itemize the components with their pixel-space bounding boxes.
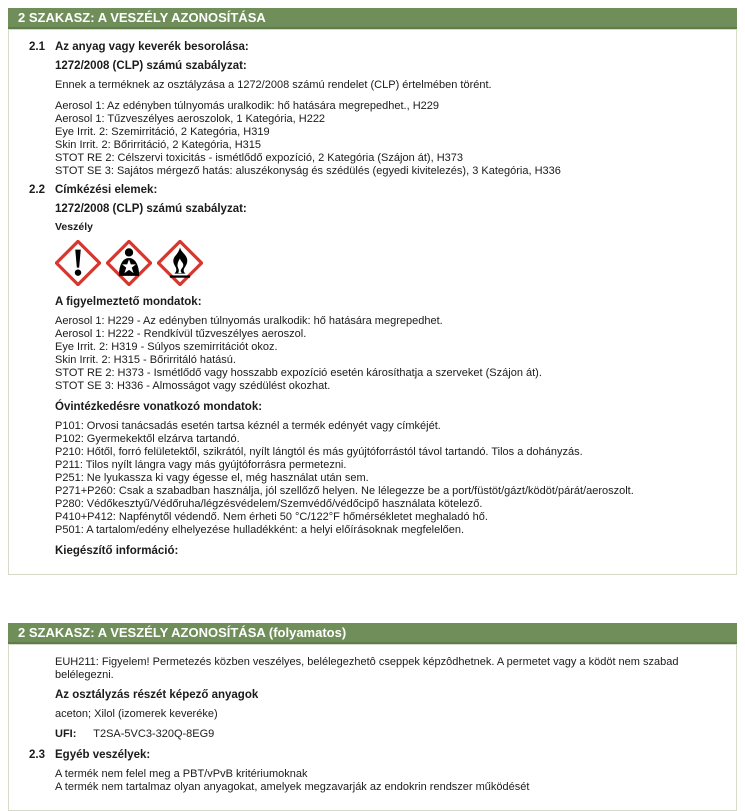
hazard-statement: Aerosol 1: H229 - Az edényben túlnyomás uralkodik: hő hatására megrepedhet. [55,315,443,327]
classification-line: STOT RE 2: Célszervi toxicitás - ismétlődő expozíció, 2 Kategória (Szájon át), H373 [55,152,463,164]
hazard-statements-heading: A figyelmeztető mondatok: [55,296,202,308]
precautionary-statement: P271+P260: Csak a szabadban használja, jól szellőző helyen. Ne lélegezze be a port/füstöt/gázt/ködöt/párát/aeroszolt. [55,485,634,497]
hazard-statement: Aerosol 1: H222 - Rendkívül tűzveszélyes aeroszol. [55,328,307,340]
subsection-2-2 [17,184,726,558]
hazard-statement: STOT RE 2: H373 - Ismétlődő vagy hosszabb expozíció esetén károsíthatja a szerveket (Szájon át). [55,367,542,379]
ufi-label: UFI: [55,728,77,740]
classification-line: Eye Irrit. 2: Szemirritáció, 2 Kategória, H319 [55,126,270,138]
euh211-statement: EUH211: Figyelem! Permetezés közben veszélyes, belélegezhetô cseppek képzôdhetnek. A permetet vagy a ködöt nem szabad belélegezni. [55,656,679,681]
precautionary-statement: P280: Védőkesztyű/Védőruha/légzésvédelem/Szemvédő/védőcipő használata kötelező. [55,498,483,510]
subsection-number: 2.1 [29,41,45,53]
precautionary-statement: P211: Tilos nyílt lángra vagy más gyújtóforrásra permetezni. [55,459,347,471]
subsection-number: 2.2 [29,184,45,196]
classification-intro: Ennek a terméknek az osztályzása a 1272/2008 számú rendelet (CLP) értelmében törént. [55,79,492,91]
classification-line: STOT SE 3: Sajátos mérgező hatás: aluszékonyság és szédülés (egyedi kivitelezés), 3 Kategória, H336 [55,165,561,177]
hazard-statement: Eye Irrit. 2: H319 - Súlyos szemirritációt okoz. [55,341,278,353]
ufi-value: T2SA-5VC3-320Q-8EG9 [93,728,215,740]
classification-line: Skin Irrit. 2: Bőrirritáció, 2 Kategória, H315 [55,139,262,151]
ghs-pictograms [55,240,720,286]
classification-line: Aerosol 1: Tűzveszélyes aeroszolok, 1 Kategória, H222 [55,113,326,125]
section-2-box [8,29,737,575]
classification-substances: aceton; Xilol (izomerek keveréke) [55,708,218,720]
clp-regulation-heading: 1272/2008 (CLP) számú szabályzat: [55,203,247,215]
subsection-2-1 [17,41,726,178]
subsection-2-1-title: Az anyag vagy keverék besorolása: [55,41,249,53]
other-hazards-list [55,768,720,794]
section-gap [0,575,745,615]
sds-page [0,8,745,811]
precautionary-statement: P251: Ne lyukassza ki vagy égesse el, még használat után sem. [55,472,369,484]
signal-word: Veszély [55,221,93,233]
precautionary-statement: P101: Orvosi tanácsadás esetén tartsa kéznél a termék edényét vagy címkéjét. [55,420,441,432]
supplementary-info-heading: Kiegészítő információ: [55,545,179,557]
precautionary-statement: P410+P412: Napfénytől védendő. Nem érheti 50 °C/122°F hőmérsékletet meghaladó hő. [55,511,488,523]
other-hazard-line: A termék nem felel meg a PBT/vPvB kritériumoknak [55,768,308,780]
hazard-statement: STOT SE 3: H336 - Almosságot vagy szédülést okozhat. [55,380,331,392]
other-hazard-line: A termék nem tartalmaz olyan anyagokat, amelyek megzavarják az endokrin rendszer működését [55,781,530,793]
section-2-continued-header: 2 SZAKASZ: A VESZÉLY AZONOSÍTÁSA (folyamatos) [8,623,737,644]
subsection-2-2-title: Címkézési elemek: [55,184,158,196]
precautionary-statement: P501: A tartalom/edény elhelyezése hulladékként: a helyi előírásoknak megfelelően. [55,524,465,536]
clp-regulation-heading: 1272/2008 (CLP) számú szabályzat: [55,60,247,72]
section-2-header: 2 SZAKASZ: A VESZÉLY AZONOSÍTÁSA [8,8,737,29]
ghs08-health-hazard-icon [106,240,152,286]
ghs02-flame-icon [157,240,203,286]
precautionary-statement: P210: Hőtől, forró felületektől, szikrától, nyílt lángtól és más gyújtóforrástól távol tartandó. Tilos a dohányzás. [55,446,583,458]
hazard-statements-list [55,315,720,393]
subsection-2-3 [17,749,726,794]
classification-list [55,100,720,178]
subsection-number: 2.3 [29,749,45,761]
precautionary-statements-heading: Óvintézkedésre vonatkozó mondatok: [55,401,263,413]
section-2-continued-box [8,644,737,811]
hazard-statement: Skin Irrit. 2: H315 - Bőrirritáló hatású. [55,354,236,366]
precautionary-statement: P102: Gyermekektől elzárva tartandó. [55,433,240,445]
classification-substances-heading: Az osztályzás részét képező anyagok [55,689,259,701]
ghs07-exclamation-icon [55,240,101,286]
subsection-2-3-title: Egyéb veszélyek: [55,749,151,761]
euh-block [17,656,726,741]
ufi-row [55,728,720,741]
classification-line: Aerosol 1: Az edényben túlnyomás uralkodik: hő hatására megrepedhet., H229 [55,100,440,112]
precautionary-statements-list [55,420,720,537]
